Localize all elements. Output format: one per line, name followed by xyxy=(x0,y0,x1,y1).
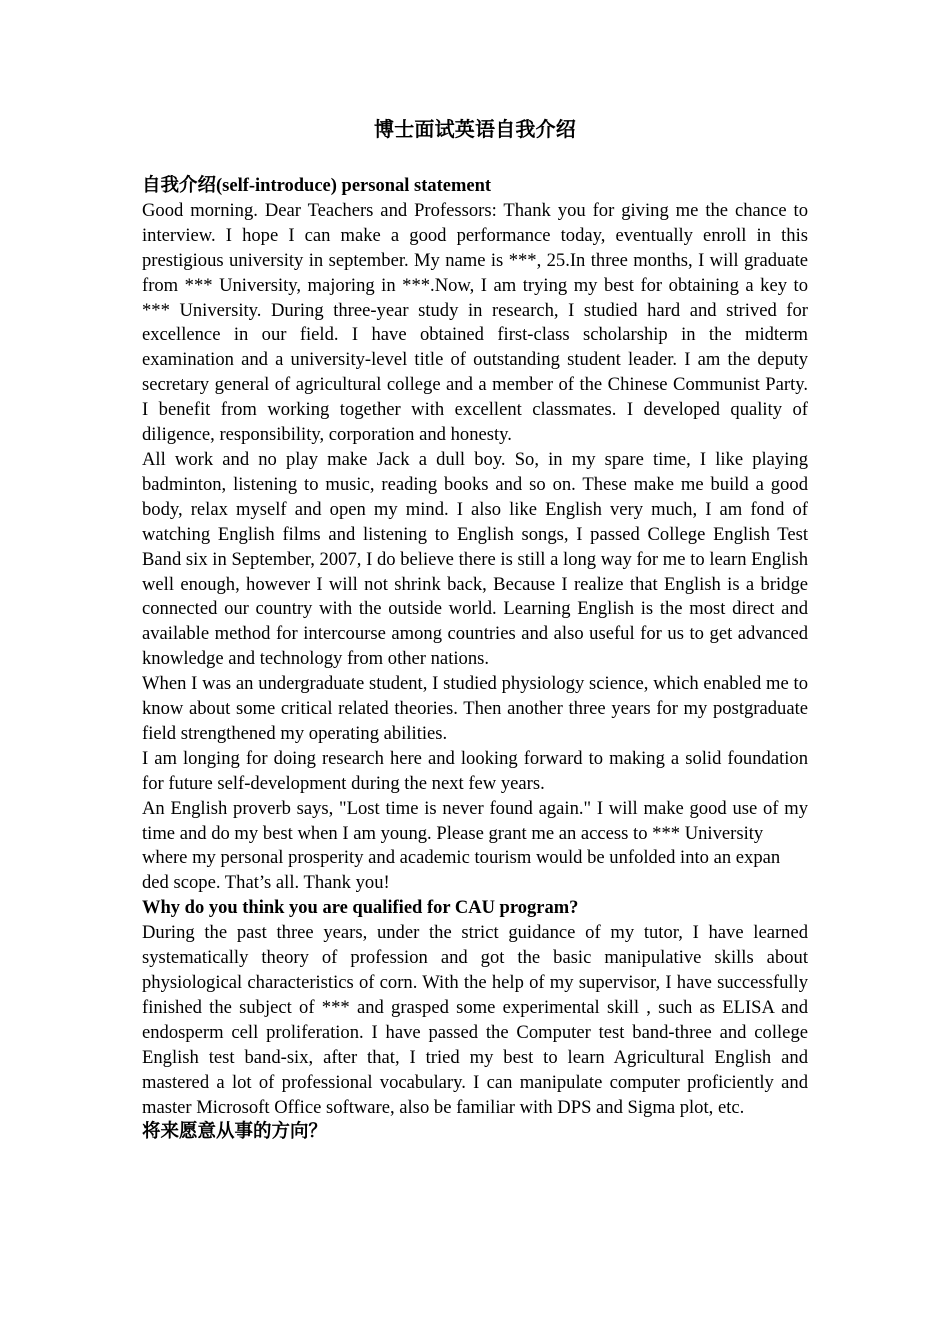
paragraph: During the past three years, under the strict guidance of my tutor, I have learned systematically theory of profession and got the basic manipulative skills about physiological characteristics of corn. With the help of my supervisor, I have successfully finished the subject of *** and grasped some experimental skill , such as ELISA and endosperm cell proliferation. I have passed the Computer test band-three and college English test band-six, after that, I tried my best to learn Agricultural English and mastered a lot of professional vocabulary. I can manipulate computer proficiently and master Microsoft Office software, also be familiar with DPS and Sigma plot, etc. xyxy=(142,922,808,1118)
section-heading-future-direction: 将来愿意从事的方向？ xyxy=(142,1122,328,1143)
page-title: 博士面试英语自我介绍 xyxy=(374,119,576,141)
title-spacer xyxy=(142,143,808,174)
section-heading-cau-qualification: Why do you think you are qualified for CAU program? xyxy=(142,898,579,919)
paragraph: where my personal prosperity and academic tourism would be unfolded into an expan ded scope. That’s all. Thank you! xyxy=(142,847,781,894)
paragraph: Good morning. Dear Teachers and Professors: Thank you for giving me the chance to interview. I hope I can make a good performance today, eventually enroll in this prestigious university in september. My name is ***, 25.In three months, I will graduate from *** University, majoring in ***.Now, I am trying my best for obtaining a key to *** University. During three-year study in research, I studied hard and strived for excellence in our field. I have obtained first-class scholarship in the midterm examination and a university-level title of outstanding student leader. I am the deputy secretary general of agricultural college and a member of the Chinese Communist Party. I benefit from working together with excellent classmates. I developed quality of diligence, responsibility, corporation and honesty. xyxy=(142,199,808,446)
paragraph: All work and no play make Jack a dull boy. So, in my spare time, I like playing badminton, listening to music, reading books and so on. These make me build a good body, relax myself and open my mind. I also like English very much, I am fond of watching English films and listening to English songs, I passed College English Test Band six in September, 2007, I do believe there is still a long way for me to learn English well enough, however I will not shrink back, Because I realize that English is a bridge connected our country with the outside world. Learning English is the most direct and available method for intercourse among countries and also useful for us to get advanced knowledge and technology from other nations. xyxy=(142,448,808,670)
document-body xyxy=(142,118,808,1145)
paragraph: An English proverb says, "Lost time is never found again." I will make good use of my time and do my best when I am young. Please grant me an access to *** University xyxy=(142,797,808,844)
section-heading-self-introduction: 自我介绍(self-introduce) personal statement xyxy=(142,176,492,196)
paragraph: I am longing for doing research here and looking forward to making a solid foundation for future self-development during the next few years. xyxy=(142,747,808,794)
paragraph: When I was an undergraduate student, I studied physiology science, which enabled me to know about some critical related theories. Then another three years for my postgraduate field strengthened my operating abilities. xyxy=(142,673,808,744)
